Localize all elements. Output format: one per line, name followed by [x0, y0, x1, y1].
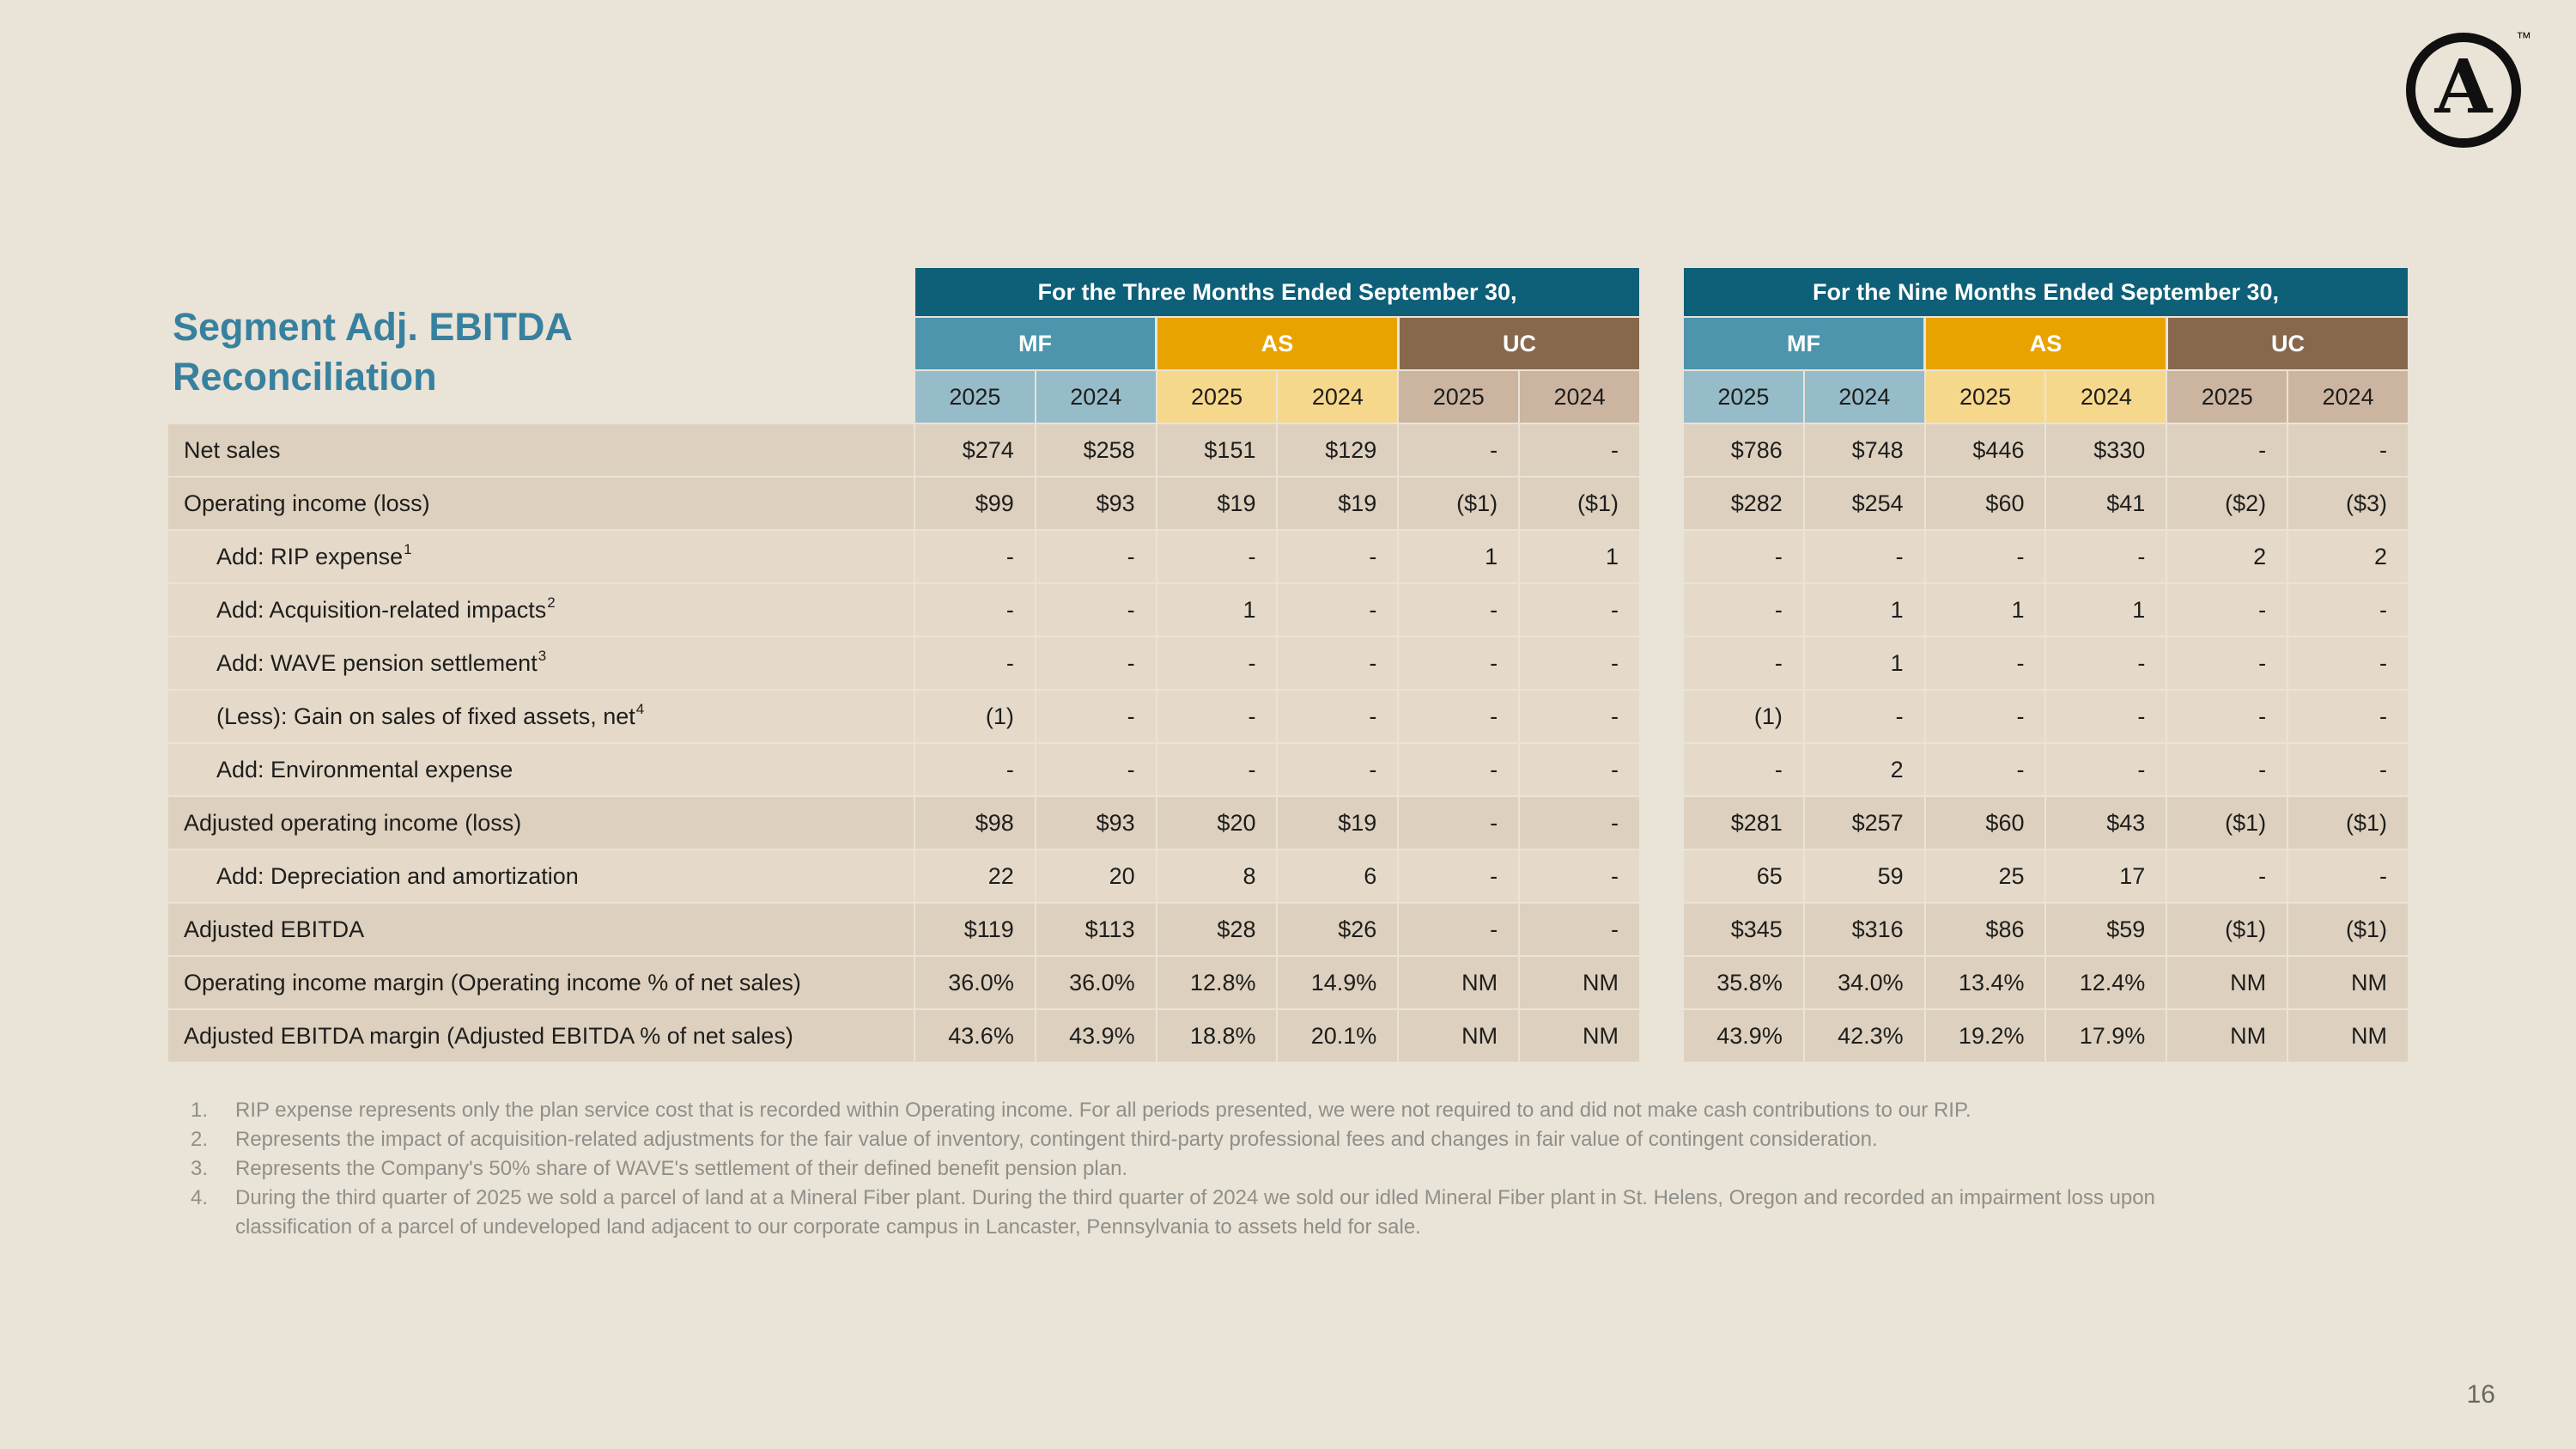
value-cell: - [1278, 584, 1397, 636]
value-cell: - [1684, 744, 1803, 795]
value-group-3mo [915, 1010, 1639, 1062]
year-cell: 2025 [1926, 371, 2045, 423]
value-cell: $274 [915, 424, 1035, 476]
footnotes [191, 1096, 2200, 1242]
segment-cells-9mo [1684, 318, 2408, 369]
value-cell: ($1) [2288, 797, 2408, 849]
group-gap [1639, 531, 1684, 582]
table-row [168, 691, 2408, 742]
value-group-9mo [1684, 637, 2408, 689]
value-cell: 43.6% [915, 1010, 1035, 1062]
group-gap [1639, 424, 1684, 476]
value-cell: - [2288, 744, 2408, 795]
value-cell: $282 [1684, 478, 1803, 529]
year-cell: 2025 [915, 371, 1035, 423]
table-row [168, 584, 2408, 636]
value-cell: - [2167, 424, 2287, 476]
value-cell: - [2288, 637, 2408, 689]
value-cell: - [1684, 584, 1803, 636]
value-cell: 59 [1805, 850, 1924, 902]
value-cell: 43.9% [1036, 1010, 1156, 1062]
value-group-3mo [915, 691, 1639, 742]
value-cell: $59 [2046, 904, 2166, 955]
value-group-3mo [915, 850, 1639, 902]
group-title-row [168, 268, 2408, 316]
value-cell: ($3) [2288, 478, 2408, 529]
value-cell: $281 [1684, 797, 1803, 849]
value-group-3mo [915, 744, 1639, 795]
row-label: Add: RIP expense 1 [168, 531, 914, 582]
value-cell: - [2046, 744, 2166, 795]
value-cell: $129 [1278, 424, 1397, 476]
value-cell: ($1) [2288, 904, 2408, 955]
value-cell: $41 [2046, 478, 2166, 529]
value-cell: - [1926, 637, 2045, 689]
value-cell: - [1399, 424, 1518, 476]
value-cell: 14.9% [1278, 957, 1397, 1008]
value-cell: 1 [1805, 584, 1924, 636]
value-cell: 22 [915, 850, 1035, 902]
value-cell: $60 [1926, 478, 2045, 529]
value-cell: - [1157, 691, 1277, 742]
value-cell: 20 [1036, 850, 1156, 902]
year-cell: 2024 [2288, 371, 2408, 423]
value-group-9mo [1684, 424, 2408, 476]
row-label: Add: Depreciation and amortization [168, 850, 914, 902]
value-cell: $119 [915, 904, 1035, 955]
table-row [168, 797, 2408, 849]
value-cell: - [1520, 744, 1639, 795]
value-cell: - [1805, 691, 1924, 742]
value-cell: ($2) [2167, 478, 2287, 529]
value-cell: - [1520, 850, 1639, 902]
segment-header-uc: UC [1400, 318, 1639, 369]
value-cell: - [1036, 744, 1156, 795]
value-cell: - [1036, 584, 1156, 636]
value-cell: $258 [1036, 424, 1156, 476]
value-cell: 8 [1157, 850, 1277, 902]
year-cell: 2025 [1399, 371, 1518, 423]
value-cell: - [915, 744, 1035, 795]
value-cell: 18.8% [1157, 1010, 1277, 1062]
value-cell: NM [2167, 957, 2287, 1008]
value-cell: 1 [1520, 531, 1639, 582]
group-gap [1639, 904, 1684, 955]
value-group-9mo [1684, 744, 2408, 795]
value-cell: $151 [1157, 424, 1277, 476]
year-cell: 2024 [1278, 371, 1397, 423]
value-group-3mo [915, 584, 1639, 636]
value-cell: - [915, 637, 1035, 689]
value-cell: $19 [1278, 797, 1397, 849]
footnote-number: 2. [191, 1128, 209, 1151]
value-cell: 13.4% [1926, 957, 2045, 1008]
value-cell: - [2167, 850, 2287, 902]
footnote-number: 3. [191, 1157, 209, 1180]
value-cell: - [2288, 850, 2408, 902]
value-cell: $330 [2046, 424, 2166, 476]
value-cell: 2 [1805, 744, 1924, 795]
value-cell: - [1399, 904, 1518, 955]
value-cell: $257 [1805, 797, 1924, 849]
value-cell: - [2167, 691, 2287, 742]
value-cell: - [1399, 637, 1518, 689]
table-row [168, 850, 2408, 902]
header-spacer [168, 268, 915, 316]
value-cell: (1) [915, 691, 1035, 742]
footnote-text: Represents the Company's 50% share of WAVE's settlement of their defined benefit pension plan. [235, 1157, 1128, 1180]
value-cell: - [2167, 637, 2287, 689]
footnote [191, 1096, 2200, 1125]
value-cell: - [2046, 531, 2166, 582]
value-cell: - [2046, 637, 2166, 689]
value-cell: 6 [1278, 850, 1397, 902]
value-cell: 1 [1926, 584, 2045, 636]
value-cell: $113 [1036, 904, 1156, 955]
group-gap [1639, 850, 1684, 902]
year-cell: 2025 [1684, 371, 1803, 423]
value-group-9mo [1684, 478, 2408, 529]
value-group-3mo [915, 424, 1639, 476]
row-label: Add: Acquisition-related impacts 2 [168, 584, 914, 636]
page-number: 16 [2466, 1380, 2495, 1409]
row-label: Add: Environmental expense [168, 744, 914, 795]
value-cell: - [1036, 531, 1156, 582]
footnote-number: 1. [191, 1099, 209, 1122]
segment-header-as: AS [1926, 318, 2166, 369]
value-cell: - [1926, 691, 2045, 742]
footnote [191, 1154, 2200, 1184]
segment-header-mf: MF [1684, 318, 1923, 369]
value-cell: 20.1% [1278, 1010, 1397, 1062]
value-cell: $93 [1036, 478, 1156, 529]
value-cell: - [1157, 531, 1277, 582]
value-cell: $93 [1036, 797, 1156, 849]
row-label: Operating income (loss) [168, 478, 914, 529]
value-cell: 12.4% [2046, 957, 2166, 1008]
value-cell: - [2288, 424, 2408, 476]
year-cell: 2024 [1036, 371, 1156, 423]
group-gap [1639, 268, 1684, 316]
ebitda-table [168, 268, 2408, 1063]
value-cell: ($1) [2167, 797, 2287, 849]
value-group-3mo [915, 957, 1639, 1008]
value-cell: 2 [2288, 531, 2408, 582]
value-cell: - [2167, 744, 2287, 795]
group-gap [1639, 478, 1684, 529]
three-month-header-bar: For the Three Months Ended September 30, [915, 268, 1639, 316]
value-cell: - [1036, 637, 1156, 689]
table-row [168, 637, 2408, 689]
year-cell: 2024 [1805, 371, 1924, 423]
value-cell: - [1399, 744, 1518, 795]
value-cell: $60 [1926, 797, 2045, 849]
value-cell: 43.9% [1684, 1010, 1803, 1062]
value-group-9mo [1684, 1010, 2408, 1062]
value-cell: - [1278, 691, 1397, 742]
value-cell: 1 [1805, 637, 1924, 689]
value-cell: - [1684, 637, 1803, 689]
value-cell: $446 [1926, 424, 2045, 476]
value-cell: 36.0% [1036, 957, 1156, 1008]
value-cell: $316 [1805, 904, 1924, 955]
segment-row [168, 318, 2408, 369]
value-cell: 42.3% [1805, 1010, 1924, 1062]
group-gap [1639, 371, 1684, 423]
value-cell: - [2046, 691, 2166, 742]
value-cell: $786 [1684, 424, 1803, 476]
value-cell: $98 [915, 797, 1035, 849]
segment-header-mf: MF [915, 318, 1155, 369]
value-group-9mo [1684, 850, 2408, 902]
value-cell: NM [2288, 1010, 2408, 1062]
value-cell: - [915, 531, 1035, 582]
value-cell: - [1157, 744, 1277, 795]
value-cell: - [1520, 904, 1639, 955]
value-cell: 25 [1926, 850, 2045, 902]
header-spacer [168, 371, 915, 423]
value-cell: $19 [1278, 478, 1397, 529]
segment-header-uc: UC [2168, 318, 2408, 369]
group-gap [1639, 318, 1684, 369]
value-cell: 36.0% [915, 957, 1035, 1008]
row-label: Add: WAVE pension settlement 3 [168, 637, 914, 689]
value-cell: NM [2167, 1010, 2287, 1062]
row-label: Adjusted operating income (loss) [168, 797, 914, 849]
value-cell: $26 [1278, 904, 1397, 955]
group-gap [1639, 1010, 1684, 1062]
row-label: Adjusted EBITDA [168, 904, 914, 955]
logo-circle-icon [2406, 33, 2521, 148]
value-cell: $99 [915, 478, 1035, 529]
year-cell: 2025 [2167, 371, 2287, 423]
value-group-9mo [1684, 531, 2408, 582]
logo-letter: A [2434, 44, 2493, 131]
footnote [191, 1184, 2200, 1242]
value-cell: - [1684, 531, 1803, 582]
value-cell: - [2167, 584, 2287, 636]
row-label: Net sales [168, 424, 914, 476]
trademark-symbol: ™ [2516, 29, 2531, 46]
armstrong-logo [2394, 29, 2531, 158]
value-cell: (1) [1684, 691, 1803, 742]
value-cell: 2 [2167, 531, 2287, 582]
value-cell: - [1399, 691, 1518, 742]
slide-title-line2: Reconciliation [173, 355, 437, 399]
footnote-text: During the third quarter of 2025 we sold a parcel of land at a Mineral Fiber plant. During the third quarter of 2024 we sold our idled Mineral Fiber plant in St. Helens, Oregon and recorded an impairment loss upon classification of a parcel of undeveloped land adjacent to our corporate campus in Lancaster, Pennsylvania to assets held for sale. [235, 1186, 2155, 1239]
value-cell: $43 [2046, 797, 2166, 849]
value-cell: 35.8% [1684, 957, 1803, 1008]
value-group-9mo [1684, 797, 2408, 849]
value-cell: - [1520, 584, 1639, 636]
value-cell: $20 [1157, 797, 1277, 849]
value-group-3mo [915, 637, 1639, 689]
value-cell: 1 [1399, 531, 1518, 582]
value-cell: ($1) [1399, 478, 1518, 529]
value-group-3mo [915, 797, 1639, 849]
value-cell: - [1520, 797, 1639, 849]
year-cell: 2024 [1520, 371, 1639, 423]
year-cell: 2024 [2046, 371, 2166, 423]
value-cell: NM [2288, 957, 2408, 1008]
table-row [168, 478, 2408, 529]
header-spacer [168, 318, 915, 369]
value-cell: 1 [2046, 584, 2166, 636]
row-label: Adjusted EBITDA margin (Adjusted EBITDA % of net sales) [168, 1010, 914, 1062]
value-cell: - [1926, 744, 2045, 795]
value-cell: - [1278, 531, 1397, 582]
year-cells-3mo [915, 371, 1639, 423]
value-cell: - [1399, 850, 1518, 902]
segment-header-as: AS [1157, 318, 1397, 369]
value-cell: 17 [2046, 850, 2166, 902]
value-group-3mo [915, 904, 1639, 955]
value-cell: - [2288, 584, 2408, 636]
value-group-9mo [1684, 584, 2408, 636]
value-cell: - [1520, 424, 1639, 476]
group-gap [1639, 637, 1684, 689]
group-gap [1639, 957, 1684, 1008]
value-cell: - [2288, 691, 2408, 742]
value-cell: 17.9% [2046, 1010, 2166, 1062]
value-cell: - [1520, 691, 1639, 742]
row-label: (Less): Gain on sales of fixed assets, net 4 [168, 691, 914, 742]
value-cell: $254 [1805, 478, 1924, 529]
segment-cells-3mo [915, 318, 1639, 369]
value-cell: 12.8% [1157, 957, 1277, 1008]
value-cell: 1 [1157, 584, 1277, 636]
value-cell: - [1520, 637, 1639, 689]
row-label: Operating income margin (Operating income % of net sales) [168, 957, 914, 1008]
group-gap [1639, 584, 1684, 636]
table-row [168, 904, 2408, 955]
table-row [168, 424, 2408, 476]
value-group-9mo [1684, 957, 2408, 1008]
table-row [168, 531, 2408, 582]
value-group-9mo [1684, 904, 2408, 955]
footnote-number: 4. [191, 1186, 209, 1209]
group-gap [1639, 691, 1684, 742]
value-cell: 65 [1684, 850, 1803, 902]
value-group-3mo [915, 478, 1639, 529]
value-cell: $28 [1157, 904, 1277, 955]
value-cell: 34.0% [1805, 957, 1924, 1008]
value-cell: NM [1399, 1010, 1518, 1062]
year-row [168, 371, 2408, 423]
value-cell: - [1399, 584, 1518, 636]
group-gap [1639, 744, 1684, 795]
value-cell: $86 [1926, 904, 2045, 955]
table-row [168, 744, 2408, 795]
value-cell: NM [1520, 957, 1639, 1008]
value-cell: - [1278, 637, 1397, 689]
table-row [168, 957, 2408, 1008]
value-cell: - [1036, 691, 1156, 742]
value-cell: - [1157, 637, 1277, 689]
value-cell: - [1805, 531, 1924, 582]
value-cell: $19 [1157, 478, 1277, 529]
value-cell: - [1926, 531, 2045, 582]
nine-month-header-bar: For the Nine Months Ended September 30, [1684, 268, 2408, 316]
value-cell: - [915, 584, 1035, 636]
footnote-text: RIP expense represents only the plan service cost that is recorded within Operating income. For all periods presented, we were not required to and did not make cash contributions to our RIP. [235, 1099, 1971, 1122]
table-row [168, 1010, 2408, 1062]
year-cells-9mo [1684, 371, 2408, 423]
value-cell: NM [1520, 1010, 1639, 1062]
value-cell: - [1278, 744, 1397, 795]
value-cell: 19.2% [1926, 1010, 2045, 1062]
value-cell: $748 [1805, 424, 1924, 476]
value-cell: - [1399, 797, 1518, 849]
value-cell: ($1) [1520, 478, 1639, 529]
table-body [168, 424, 2408, 1062]
value-group-9mo [1684, 691, 2408, 742]
year-cell: 2025 [1157, 371, 1277, 423]
value-cell: $345 [1684, 904, 1803, 955]
group-gap [1639, 797, 1684, 849]
footnote-text: Represents the impact of acquisition-related adjustments for the fair value of inventory, contingent third-party professional fees and changes in fair value of contingent consideration. [235, 1128, 1878, 1151]
value-group-3mo [915, 531, 1639, 582]
slide-title-line1: Segment Adj. EBITDA [173, 305, 573, 349]
value-cell: NM [1399, 957, 1518, 1008]
footnote [191, 1125, 2200, 1154]
value-cell: ($1) [2167, 904, 2287, 955]
